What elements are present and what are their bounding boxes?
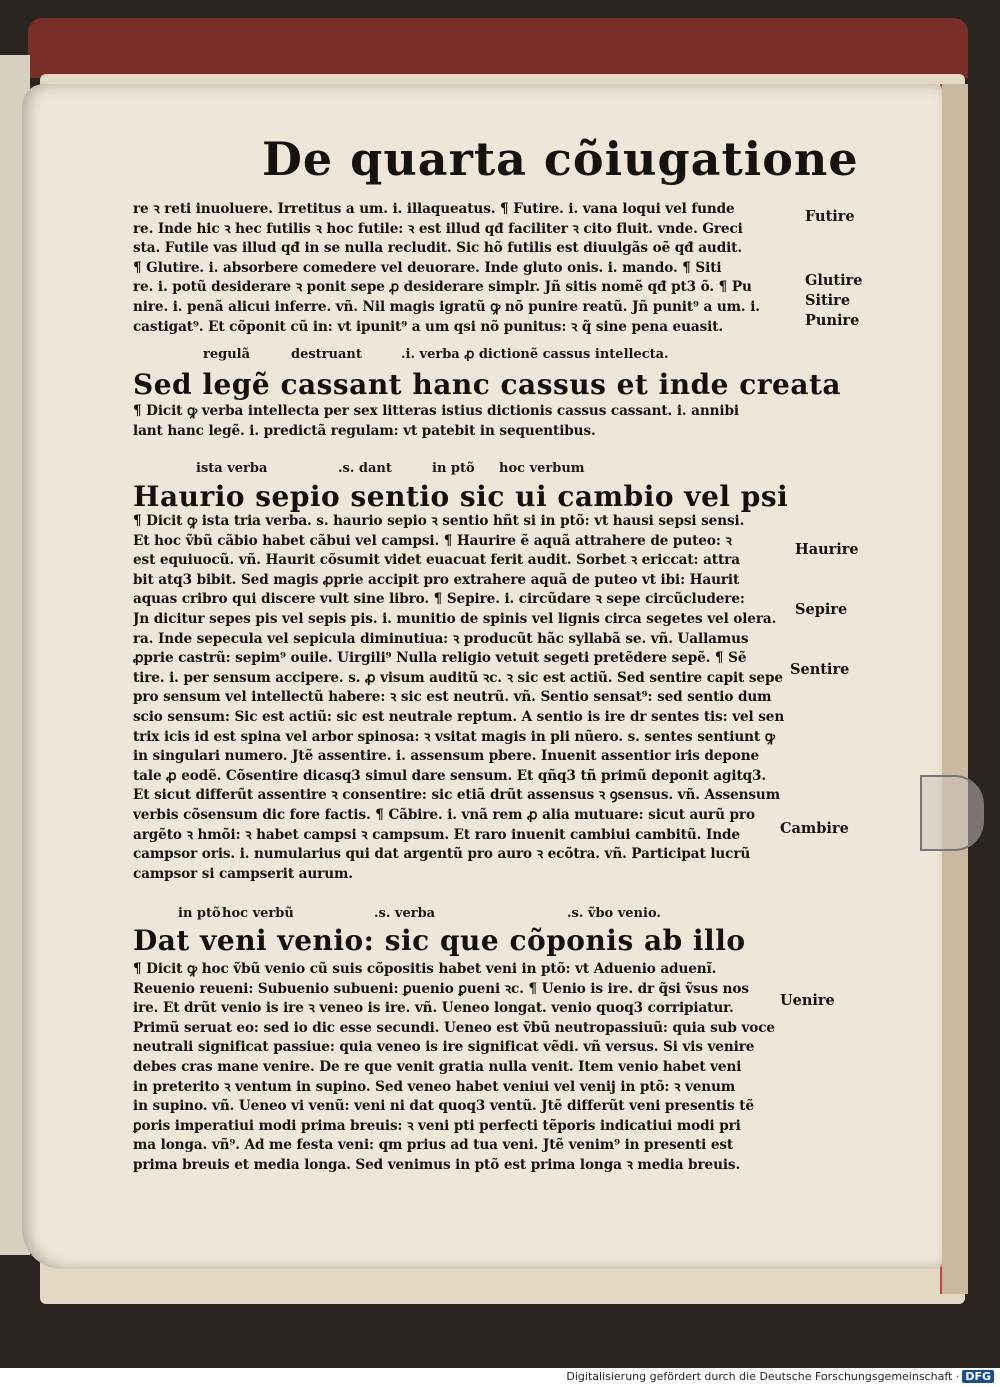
text-line: Et hoc ṽbũ cãbio habet cãbui vel campsi. ¶ Haurire ẽ aquã attrahere de puteo: ꝛ xyxy=(133,532,732,549)
verse-3: Dat veni venio: sic que cõponis ab illo xyxy=(133,924,746,957)
margin-note-sepire: Sepire xyxy=(795,601,848,618)
text-line: ꝓprie castrũ: sepim⁹ ouile. Uirgili⁹ Nulla religio vetuit segeti pretẽdere sepẽ. ¶ Sẽ xyxy=(133,650,747,667)
text-line: lant hanc legẽ. i. predictã regulam: vt patebit in sequentibus. xyxy=(133,422,596,439)
text-line: castigat⁹. Et cõponit cũ in: vt ipunit⁹ a um qsi nõ punitus: ꝛ q̃ sine pena euasit. xyxy=(133,318,724,335)
gloss-word: hoc verbũ xyxy=(222,906,294,921)
text-line: sta. Futile vas illud qđ in se nulla recludit. Sic hõ futilis est diuulgãs oẽ qđ audit. xyxy=(133,240,742,257)
margin-note-sitire: Sitire xyxy=(805,292,851,309)
dfg-logo: DFG xyxy=(962,1370,994,1383)
page-right-edge xyxy=(940,84,968,1294)
text-line: trix icis id est spina vel arbor spinosa: ꝛ vsitat magis in pli nũero. s. sentes sentiunt ꝙ xyxy=(133,728,775,745)
text-line: Et sicut differũt assentire ꝛ consentire: sic etiã drũt assensus ꝛ ꝯsensus. vñ. Assensum xyxy=(133,787,780,804)
text-line: ¶ Glutire. i. absorbere comedere vel deuorare. Inde gluto onis. i. mando. ¶ Siti xyxy=(133,259,722,276)
page-title: De quarta cõiugatione xyxy=(262,132,859,186)
text-section-4 xyxy=(133,960,788,1176)
text-section-1 xyxy=(133,200,788,337)
margin-note-futire: Futire xyxy=(805,208,855,225)
gloss-row-2 xyxy=(196,461,756,479)
credit-text: Digitalisierung gefördert durch die Deutsche Forschungsgemeinschaft · xyxy=(566,1370,960,1383)
margin-note-haurire: Haurire xyxy=(795,541,859,558)
digitization-credit xyxy=(566,1370,994,1383)
gloss-word: regulã xyxy=(203,347,251,362)
text-line: est equiuocũ. vñ. Haurit cõsumit videt euacuat ferit audit. Sorbet ꝛ ericcat: attra xyxy=(133,552,740,569)
text-line: nire. i. penã alicui inferre. vñ. Nil magis igratũ ꝙ nõ punire reatũ. Jñ punit⁹ a um. i. xyxy=(133,298,760,315)
margin-note-punire: Punire xyxy=(805,312,860,329)
text-section-3 xyxy=(133,512,788,884)
text-line: ¶ Dicit ꝙ hoc ṽbũ venio cũ suis cõpositis habet veni in ptõ: vt Aduenio aduenĩ. xyxy=(133,961,717,977)
text-section-2 xyxy=(133,402,788,441)
text-line: campsor oris. i. numularius qui dat argentũ pro auro ꝛ ecõtra. vñ. Participat lucrũ xyxy=(133,846,751,863)
text-line: ¶ Dicit ꝙ ista tria verba. s. haurio sepio ꝛ sentio hñt si in ptõ: vt hausi sepsi sensi. xyxy=(133,513,745,529)
text-line: in singulari numero. Jtẽ assentire. i. assensum pbere. Inuenit assentior iris depone xyxy=(133,748,760,765)
text-line: re. Inde hic ꝛ hec futilis ꝛ hoc futile: ꝛ est illud qđ faciliter ꝛ cito fluit. vnde. Greci xyxy=(133,220,743,237)
text-line: Primũ seruat eo: sed io dic esse secundi. Ueneo est ṽbũ neutropassiuũ: quia sub voce xyxy=(133,1019,775,1036)
text-line: neutrali significat passiue: quia veneo is ire significat vẽdi. vñ versus. Si vis venire xyxy=(133,1039,755,1056)
text-line: debes cras mane venire. De re que venit gratia nulla venit. Item venio habet veni xyxy=(133,1058,742,1075)
text-line: prima breuis et media longa. Sed venimus in ptõ est prima longa ꝛ media breuis. xyxy=(133,1156,741,1173)
text-line: scio sensum: Sic est actiũ: sic est neutrale reptum. A sentio is ire dr sentes tis: vel sen xyxy=(133,708,785,725)
gloss-word: in ptõ xyxy=(432,461,475,476)
gloss-word: in ptõ xyxy=(178,906,221,921)
margin-note-sentire: Sentire xyxy=(790,661,850,678)
book-edge xyxy=(28,18,968,78)
margin-note-cambire: Cambire xyxy=(780,820,849,837)
gloss-word: .s. dant xyxy=(338,461,392,476)
text-line: ꝑoris imperatiui modi prima breuis: ꝛ veni pti perfecti tẽporis indicatiui modi pri xyxy=(133,1117,741,1134)
text-line: verbis cõsensum dic fore factis. ¶ Cãbire. i. vnã rem ꝓ alia mutuare: sicut aurũ pro xyxy=(133,806,755,823)
text-line: ma longa. vñ⁹. Ad me festa veni: qm prius ad tua veni. Jtẽ venim⁹ in presenti est xyxy=(133,1137,734,1154)
text-line: re ꝛ reti inuoluere. Irretitus a um. i. illaqueatus. ¶ Futire. i. vana loqui vel funde xyxy=(133,201,735,217)
text-line: Reuenio reueni: Subuenio subueni: ꝑuenio ꝑueni ꝛc. ¶ Uenio is ire. dr q̃si ṽsus nos xyxy=(133,980,749,997)
verse-1: Sed legẽ cassant hanc cassus et inde creata xyxy=(133,368,842,401)
text-line: ¶ Dicit ꝙ verba intellecta per sex litteras istius dictionis cassus cassant. i. annibi xyxy=(133,403,739,419)
text-line: ire. Et drũt venio is ire ꝛ veneo is ire. vñ. Ueneo longat. venio quoq3 corripiatur. xyxy=(133,1000,734,1017)
gloss-row-1 xyxy=(203,347,763,365)
verse-2: Haurio sepio sentio sic ui cambio vel psi xyxy=(133,480,789,513)
text-line: aquas cribro qui discere vult sine libro. ¶ Sepire. i. circũdare ꝛ sepe circũcludere: xyxy=(133,591,745,608)
book-clasp xyxy=(920,775,984,851)
margin-note-venire: Uenire xyxy=(780,992,835,1009)
gloss-row-3 xyxy=(178,906,738,924)
gloss-word: .s. verba xyxy=(374,906,436,921)
text-line: bit atq3 bibit. Sed magis ꝓprie accipit pro extrahere aquã de puteo vt ibi: Haurit xyxy=(133,571,740,588)
text-line: re. i. potũ desiderare ꝛ ponit sepe ꝓ desiderare simplr. Jñ sitis nomẽ qđ pt3 õ. ¶ Pu xyxy=(133,279,752,296)
gloss-word: .s. ṽbo venio. xyxy=(567,906,661,921)
text-line: argẽto ꝛ hmõi: ꝛ habet campsi ꝛ campsum. Et raro inuenit cambiui cambitũ. Inde xyxy=(133,826,740,843)
text-line: in preterito ꝛ ventum in supino. Sed veneo habet veniui vel venij in ptõ: ꝛ venum xyxy=(133,1078,736,1095)
text-line: in supino. vñ. Ueneo vi venũ: veni ni dat quoq3 ventũ. Jtẽ differũt veni presentis tẽ xyxy=(133,1098,754,1115)
gloss-word: ista verba xyxy=(196,461,268,476)
margin-note-glutire: Glutire xyxy=(805,272,863,289)
text-line: pro sensum vel intellectũ habere: ꝛ sic est neutrũ. vñ. Sentio sensat⁹: sed sentio dum xyxy=(133,689,772,706)
text-line: Jn dicitur sepes pis vel sepis pis. i. munitio de spinis vel lignis circa segetes vel olera. xyxy=(133,610,777,627)
gloss-word: destruant xyxy=(291,347,362,362)
text-line: tire. i. per sensum accipere. s. ꝓ visum auditũ ꝛc. ꝛ sic est actiũ. Sed sentire capit sepe xyxy=(133,669,783,686)
text-line: ra. Inde sepecula vel sepicula diminutiua: ꝛ producũt hãc syllabã se. vñ. Uallamus xyxy=(133,630,749,647)
gloss-word: .i. verba ꝓ dictionẽ cassus intellecta. xyxy=(401,347,669,362)
text-line: campsor si campserit aurum. xyxy=(133,865,353,882)
gloss-word: hoc verbum xyxy=(499,461,585,476)
text-line: tale ꝓ eodẽ. Cõsentire dicasq3 simul dare sensum. Et qñq3 tñ primũ deponit agitq3. xyxy=(133,767,767,784)
